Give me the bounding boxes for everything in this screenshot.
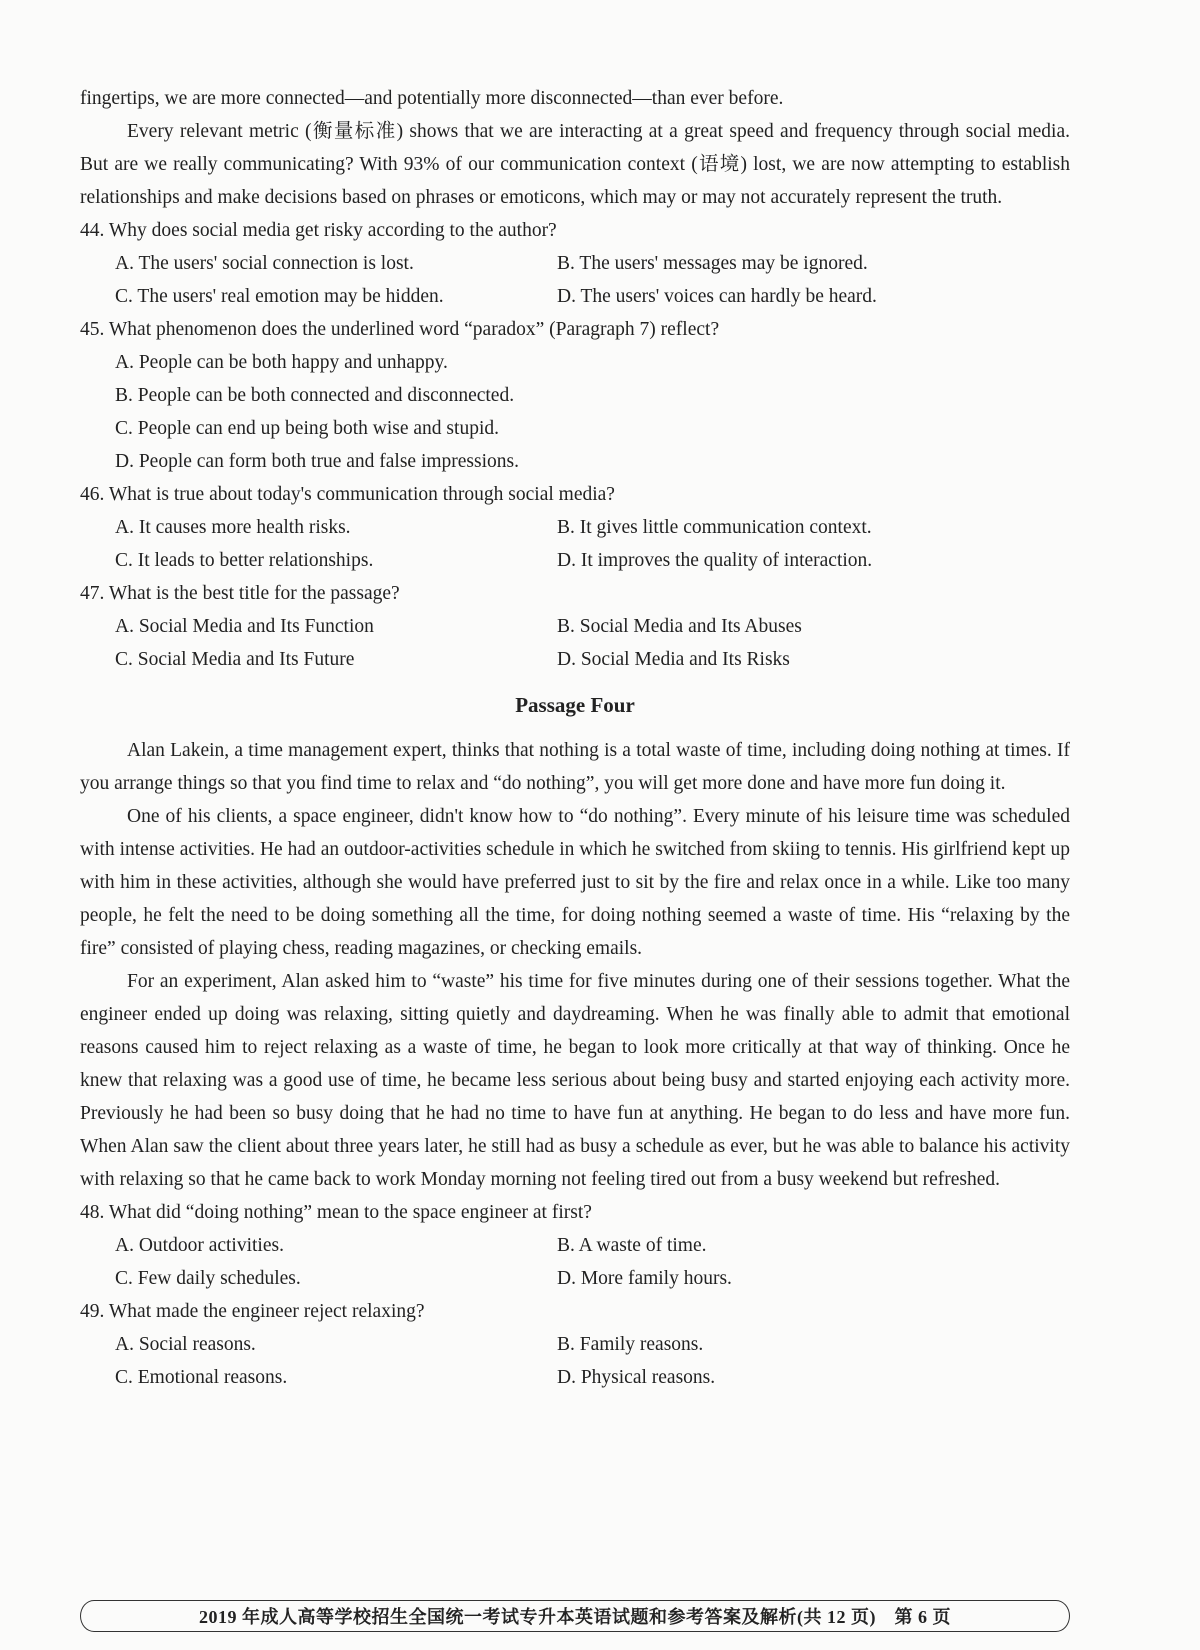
question-44	[80, 214, 1070, 313]
option-b: B. The users' messages may be ignored.	[557, 253, 868, 274]
question-stem: 44. Why does social media get risky according to the author?	[80, 220, 557, 241]
option-b: B. People can be both connected and disconnected.	[115, 385, 515, 406]
option-c: C. People can end up being both wise and stupid.	[115, 418, 499, 439]
option-c: C. Few daily schedules.	[115, 1268, 301, 1289]
question-stem: 48. What did “doing nothing” mean to the space engineer at first?	[80, 1202, 592, 1223]
option-c: C. It leads to better relationships.	[115, 550, 374, 571]
question-stem: 49. What made the engineer reject relaxing?	[80, 1301, 425, 1322]
question-stem: 47. What is the best title for the passage?	[80, 583, 400, 604]
option-d: D. Social Media and Its Risks	[557, 649, 790, 670]
question-stem: 46. What is true about today's communication through social media?	[80, 484, 615, 505]
option-d: D. It improves the quality of interaction.	[557, 550, 873, 571]
passage-paragraph: For an experiment, Alan asked him to “waste” his time for five minutes during one of their sessions together. What the engineer ended up doing was relaxing, sitting quietly and daydreaming. When he was finally able to admit that emotional reasons caused him to reject relaxing as a waste of time, he began to look more critically at that way of thinking. Once he knew that relaxing was a good use of time, he became less serious about being busy and started enjoying each activity more. Previously he had been so busy doing that he had no time to have fun at anything. He began to do less and have more fun. When Alan saw the client about three years later, he still had as busy a schedule as ever, but he was able to balance his activity with relaxing so that he came back to work Monday morning not feeling tired out from a busy weekend but refreshed.	[80, 971, 1070, 1190]
option-d: D. The users' voices can hardly be heard.	[557, 286, 877, 307]
option-a: A. Social Media and Its Function	[115, 616, 374, 637]
passage-paragraph: Alan Lakein, a time management expert, thinks that nothing is a total waste of time, including doing nothing at times. If you arrange things so that you find time to relax and “do nothing”, you will get more done and have more fun doing it.	[80, 740, 1070, 794]
option-d: D. More family hours.	[557, 1268, 732, 1289]
option-c: C. Social Media and Its Future	[115, 649, 355, 670]
option-a: A. The users' social connection is lost.	[115, 253, 414, 274]
question-46	[80, 478, 1070, 577]
question-49	[80, 1295, 1070, 1394]
option-d: D. Physical reasons.	[557, 1367, 716, 1388]
option-b: B. It gives little communication context.	[557, 517, 872, 538]
option-b: B. Family reasons.	[557, 1334, 704, 1355]
question-45	[80, 313, 1070, 478]
question-47	[80, 577, 1070, 676]
option-a: A. Social reasons.	[115, 1334, 256, 1355]
passage-paragraph: Every relevant metric (衡量标准) shows that we are interacting at a great speed and frequency through social media. But are we really communicating? With 93% of our communication context (语境) lost, we are now attempting to establish relationships and make decisions based on phrases or emoticons, which may or may not accurately represent the truth.	[80, 121, 1070, 208]
passage-paragraph: One of his clients, a space engineer, didn't know how to “do nothing”. Every minute of his leisure time was scheduled with intense activities. He had an outdoor-activities schedule in which he switched from skiing to tennis. His girlfriend kept up with him in these activities, although she would have preferred just to sit by the fire and relax once in a while. Like too many people, he felt the need to be doing something all the time, for doing nothing seemed a waste of time. His “relaxing by the fire” consisted of playing chess, reading magazines, or checking emails.	[80, 806, 1070, 959]
option-a: A. It causes more health risks.	[115, 517, 351, 538]
option-b: B. A waste of time.	[557, 1235, 707, 1256]
passage-four-title: Passage Four	[515, 693, 635, 717]
page-content	[80, 82, 1070, 1394]
question-48	[80, 1196, 1070, 1295]
option-a: A. People can be both happy and unhappy.	[115, 352, 448, 373]
option-c: C. The users' real emotion may be hidden.	[115, 286, 444, 307]
option-d: D. People can form both true and false impressions.	[115, 451, 519, 472]
passage-continuation: fingertips, we are more connected—and potentially more disconnected—than ever before.	[80, 88, 784, 109]
option-b: B. Social Media and Its Abuses	[557, 616, 802, 637]
option-c: C. Emotional reasons.	[115, 1367, 288, 1388]
option-a: A. Outdoor activities.	[115, 1235, 284, 1256]
question-stem: 45. What phenomenon does the underlined word “paradox” (Paragraph 7) reflect?	[80, 319, 720, 340]
page-footer: 2019 年成人高等学校招生全国统一考试专升本英语试题和参考答案及解析(共 12 页) 第 6 页	[80, 1600, 1070, 1632]
